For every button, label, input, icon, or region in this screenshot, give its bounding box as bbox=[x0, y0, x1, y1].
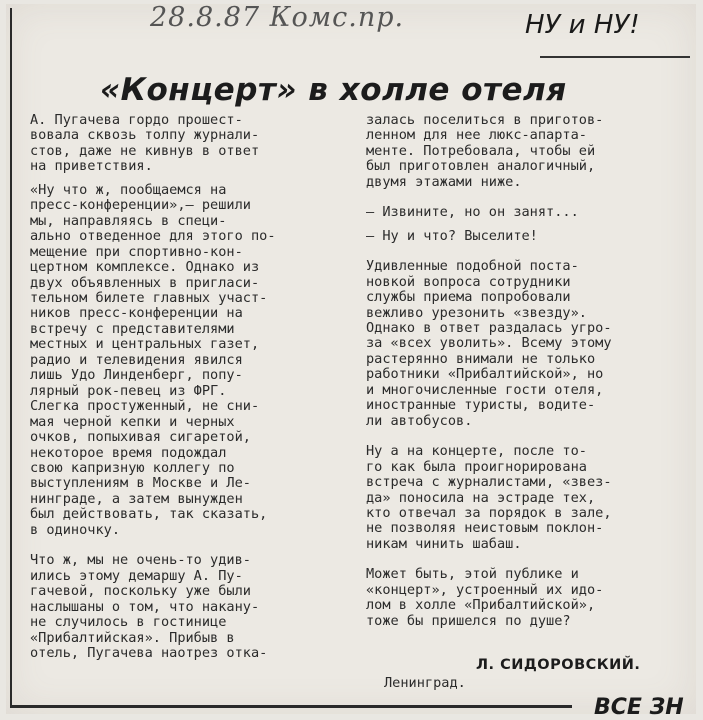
paragraph-gap bbox=[366, 429, 688, 444]
left-border-rule bbox=[10, 8, 12, 708]
text-line: «Ну что ж, пообщаемся на bbox=[30, 181, 227, 198]
text-line: новкой вопроса сотрудники bbox=[366, 273, 571, 290]
text-line: растерянно внимали не только bbox=[366, 350, 596, 367]
text-line: Ну а на концерте, после то- bbox=[366, 443, 587, 460]
text-line: мы, направляясь в специ- bbox=[30, 212, 227, 229]
handwritten-date-note: 28.8.87 Комс.пр. bbox=[150, 2, 405, 33]
text-line: ленном для нее люкс-апарта- bbox=[366, 127, 587, 144]
rubric-underline bbox=[540, 56, 690, 58]
text-line: Может быть, этой публике и bbox=[366, 566, 579, 583]
article-column-right bbox=[366, 113, 688, 629]
dialogue-line: — Извините, но он занят... bbox=[366, 204, 579, 221]
text-line: тоже бы пришелся по душе? bbox=[366, 612, 571, 629]
text-line: кто отвечал за порядок в зале, bbox=[366, 504, 612, 521]
paragraph-gap bbox=[366, 190, 688, 205]
text-line: ли автобусов. bbox=[366, 412, 473, 429]
text-line: да» поносила на эстраде тех, bbox=[366, 489, 596, 506]
text-line: ников пресс-конференции на bbox=[30, 305, 243, 322]
text-line: гачевой, поскольку уже были bbox=[30, 583, 251, 600]
text-line: работники «Прибалтийской», но bbox=[366, 366, 604, 383]
text-line: иностранные туристы, водите- bbox=[366, 397, 596, 414]
text-line: Удивленные подобной поста- bbox=[366, 258, 579, 275]
text-line: на приветствия. bbox=[30, 158, 153, 175]
text-line: вежливо урезонить «звезду». bbox=[366, 304, 587, 321]
dialogue-line: — Ну и что? Выселите! bbox=[366, 227, 538, 244]
text-line: мая черной кепки и черных bbox=[30, 413, 235, 430]
text-line: цертном комплексе. Однако из bbox=[30, 259, 260, 276]
text-line: был действовать, так сказать, bbox=[30, 506, 268, 523]
text-line: в одиночку. bbox=[30, 521, 121, 538]
text-line: свою капризную коллегу по bbox=[30, 459, 235, 476]
text-line: некоторое время подождал bbox=[30, 444, 227, 461]
paragraph-gap bbox=[366, 244, 688, 259]
text-line: местных и центральных газет, bbox=[30, 336, 260, 353]
text-line: встречу с представителями bbox=[30, 320, 235, 337]
author-signature: Л. СИДОРОВСКИЙ. bbox=[476, 657, 641, 673]
text-line: лом в холле «Прибалтийской», bbox=[366, 597, 596, 614]
text-line: службы приема попробовали bbox=[366, 289, 571, 306]
text-line: двух объявленных в пригласи- bbox=[30, 274, 260, 291]
text-line: и многочисленные гости отеля, bbox=[366, 381, 604, 398]
next-article-title-fragment: ВСЕ ЗН bbox=[594, 695, 684, 720]
text-line: ально отведенное для этого по- bbox=[30, 228, 276, 245]
text-line: го как была проигнорирована bbox=[366, 458, 587, 475]
text-line: радио и телевидения явился bbox=[30, 351, 243, 368]
text-line: отель, Пугачева наотрез отка- bbox=[30, 644, 268, 661]
text-line: не случилось в гостинице bbox=[30, 614, 227, 631]
text-line: за «всех уволить». Всему этому bbox=[366, 335, 612, 352]
text-line: Однако в ответ раздалась угро- bbox=[366, 319, 612, 336]
text-line: вовала сквозь толпу журнали- bbox=[30, 127, 260, 144]
text-line: лишь Удо Линденберг, попу- bbox=[30, 367, 243, 384]
text-line: Слегка простуженный, не сни- bbox=[30, 398, 260, 415]
article-headline: «Концерт» в холле отеля bbox=[100, 72, 567, 108]
text-line: двумя этажами ниже. bbox=[366, 173, 522, 190]
text-line: залась поселиться в приготов- bbox=[366, 112, 604, 128]
text-line: встреча с журналистами, «звез- bbox=[366, 474, 612, 491]
text-line: никам чинить шабаш. bbox=[366, 535, 522, 552]
text-line: не позволяя неистовым поклон- bbox=[366, 520, 604, 537]
text-line: был приготовлен аналогичный, bbox=[366, 158, 596, 175]
text-line: менте. Потребовала, чтобы ей bbox=[366, 142, 596, 159]
text-line: выступлениям в Москве и Ле- bbox=[30, 475, 251, 492]
text-line: мещение при спортивно-кон- bbox=[30, 243, 243, 260]
rubric-title: НУ и НУ! bbox=[525, 10, 640, 40]
text-line: нинграде, а затем вынужден bbox=[30, 490, 243, 507]
paragraph-gap bbox=[366, 552, 688, 567]
text-line: пресс-конференции»,— решили bbox=[30, 197, 251, 214]
text-line: Что ж, мы не очень-то удив- bbox=[30, 552, 251, 569]
text-line: лярный рок-певец из ФРГ. bbox=[30, 382, 227, 399]
bottom-border-rule bbox=[12, 705, 572, 708]
text-line: тельном билете главных участ- bbox=[30, 289, 268, 306]
dateline-city: Ленинград. bbox=[384, 675, 466, 691]
text-line: очков, попыхивая сигаретой, bbox=[30, 429, 251, 446]
paragraph-gap bbox=[30, 538, 350, 553]
text-line: ились этому демаршу А. Пу- bbox=[30, 567, 243, 584]
text-line: наслышаны о том, что накану- bbox=[30, 598, 260, 615]
text-line: А. Пугачева гордо прошест- bbox=[30, 112, 243, 128]
text-line: «Прибалтийская». Прибыв в bbox=[30, 629, 235, 646]
article-column-left bbox=[30, 113, 350, 661]
text-line: стов, даже не кивнув в ответ bbox=[30, 142, 260, 159]
text-line: «концерт», устроенный их идо- bbox=[366, 581, 604, 598]
